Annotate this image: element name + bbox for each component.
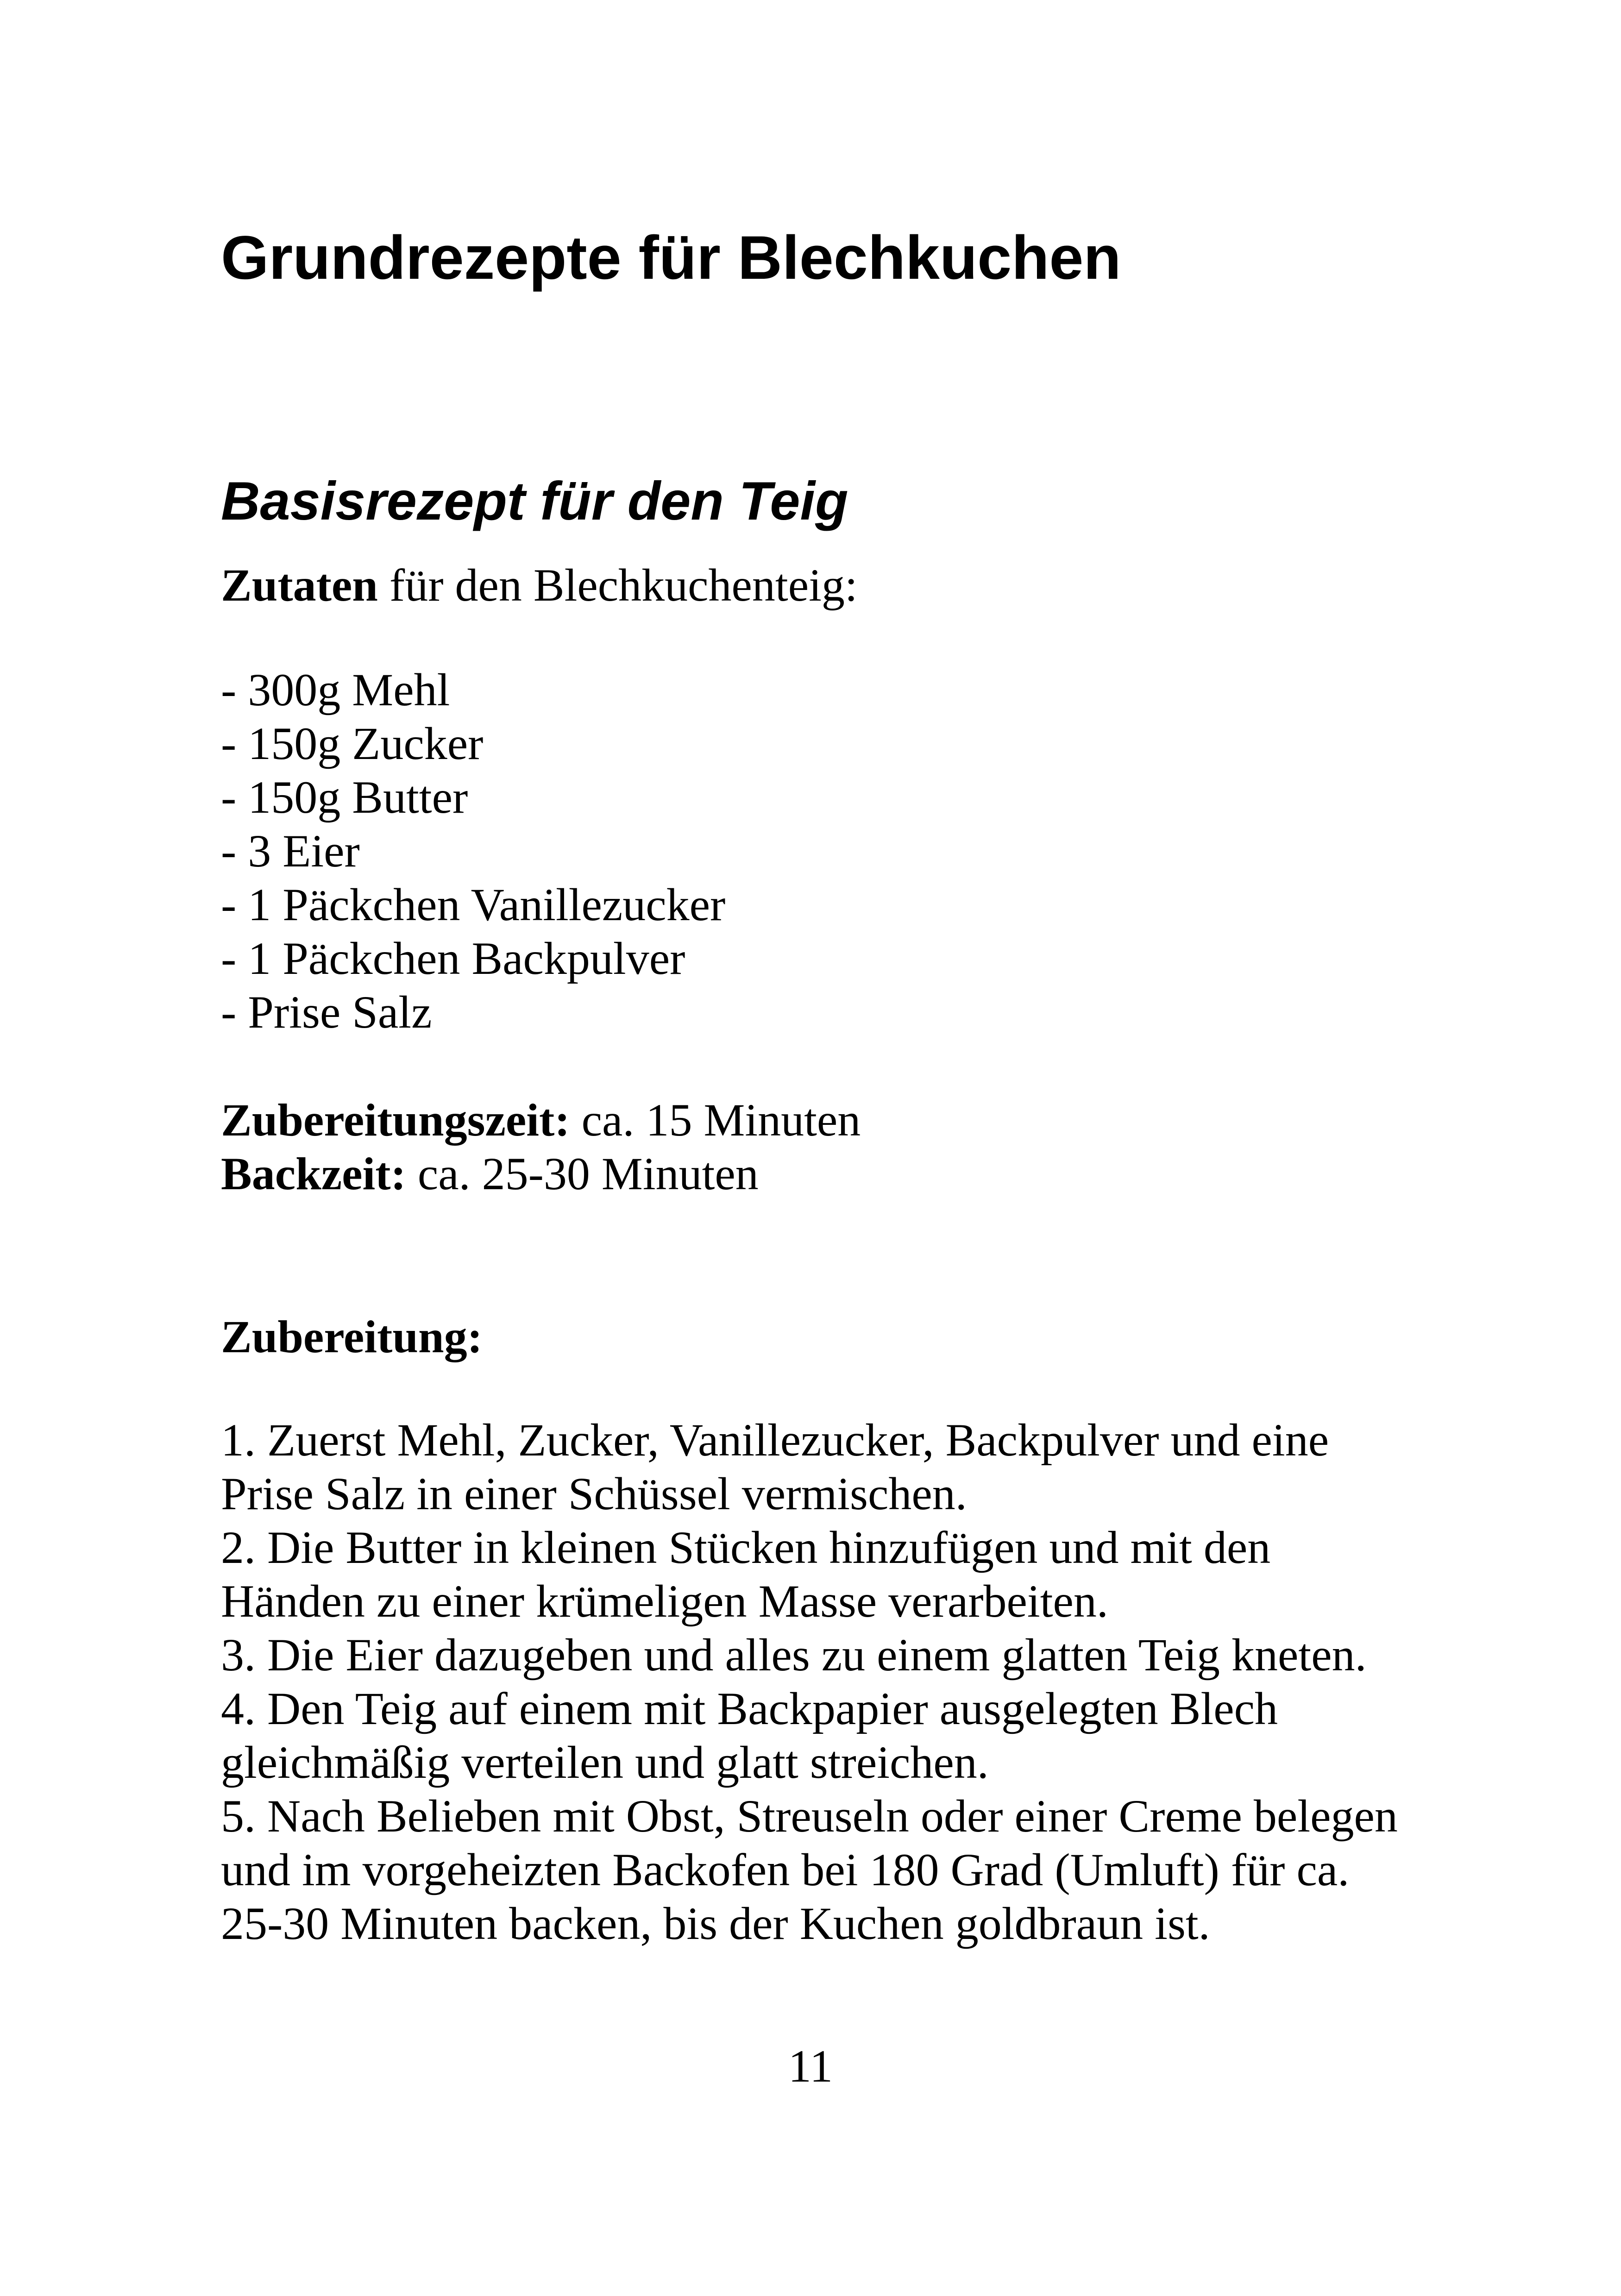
step-line: Prise Salz in einer Schüssel vermischen.: [221, 1468, 967, 1519]
step-line: Händen zu einer krümeligen Masse verarbeiten.: [221, 1575, 1108, 1627]
step-line: 4. Den Teig auf einem mit Backpapier ausgelegten Blech: [221, 1683, 1278, 1734]
step-line: 2. Die Butter in kleinen Stücken hinzufügen und mit den: [221, 1522, 1271, 1573]
step-line: 25-30 Minuten backen, bis der Kuchen goldbraun ist.: [221, 1898, 1210, 1949]
page-number: 11: [788, 2040, 833, 2092]
step-4: [221, 1682, 1398, 1789]
ingredient-item: - 1 Päckchen Backpulver: [221, 933, 685, 984]
ingredient-item: - 3 Eier: [221, 825, 360, 877]
preparation-steps: [221, 1413, 1398, 1951]
step-line: und im vorgeheizten Backofen bei 180 Grad (Umluft) für ca.: [221, 1844, 1350, 1895]
ingredient-item: - Prise Salz: [221, 986, 432, 1038]
time-info: [221, 1093, 861, 1201]
prep-time-value: ca. 15 Minuten: [570, 1094, 861, 1146]
ingredient-item: - 300g Mehl: [221, 664, 450, 715]
bake-time-label: Backzeit:: [221, 1148, 406, 1199]
step-2: [221, 1521, 1398, 1628]
step-line: 5. Nach Belieben mit Obst, Streuseln oder einer Creme belegen: [221, 1790, 1398, 1842]
step-1: [221, 1413, 1398, 1521]
step-5: [221, 1789, 1398, 1951]
ingredient-item: - 150g Zucker: [221, 718, 484, 769]
ingredient-item: - 1 Päckchen Vanillezucker: [221, 879, 726, 930]
recipe-subtitle: Basisrezept für den Teig: [221, 470, 848, 531]
ingredients-intro: [221, 558, 858, 612]
step-line: 1. Zuerst Mehl, Zucker, Vanillezucker, Backpulver und eine: [221, 1414, 1329, 1466]
step-line: gleichmäßig verteilen und glatt streichen.: [221, 1737, 989, 1788]
bake-time: [221, 1147, 861, 1201]
preparation-heading: [221, 1310, 483, 1364]
prep-time-label: Zubereitungszeit:: [221, 1094, 570, 1146]
ingredients-intro-text: für den Blechkuchenteig:: [377, 559, 858, 611]
ingredient-item: - 150g Butter: [221, 772, 468, 823]
bake-time-value: ca. 25-30 Minuten: [406, 1148, 759, 1199]
page-title: Grundrezepte für Blechkuchen: [221, 224, 1121, 292]
ingredients-label: Zutaten: [221, 559, 378, 611]
step-line: 3. Die Eier dazugeben und alles zu einem glatten Teig kneten.: [221, 1629, 1367, 1681]
prep-time: [221, 1093, 861, 1147]
preparation-heading-label: Zubereitung:: [221, 1311, 483, 1362]
step-3: [221, 1628, 1398, 1682]
ingredients-list: [221, 663, 725, 1039]
